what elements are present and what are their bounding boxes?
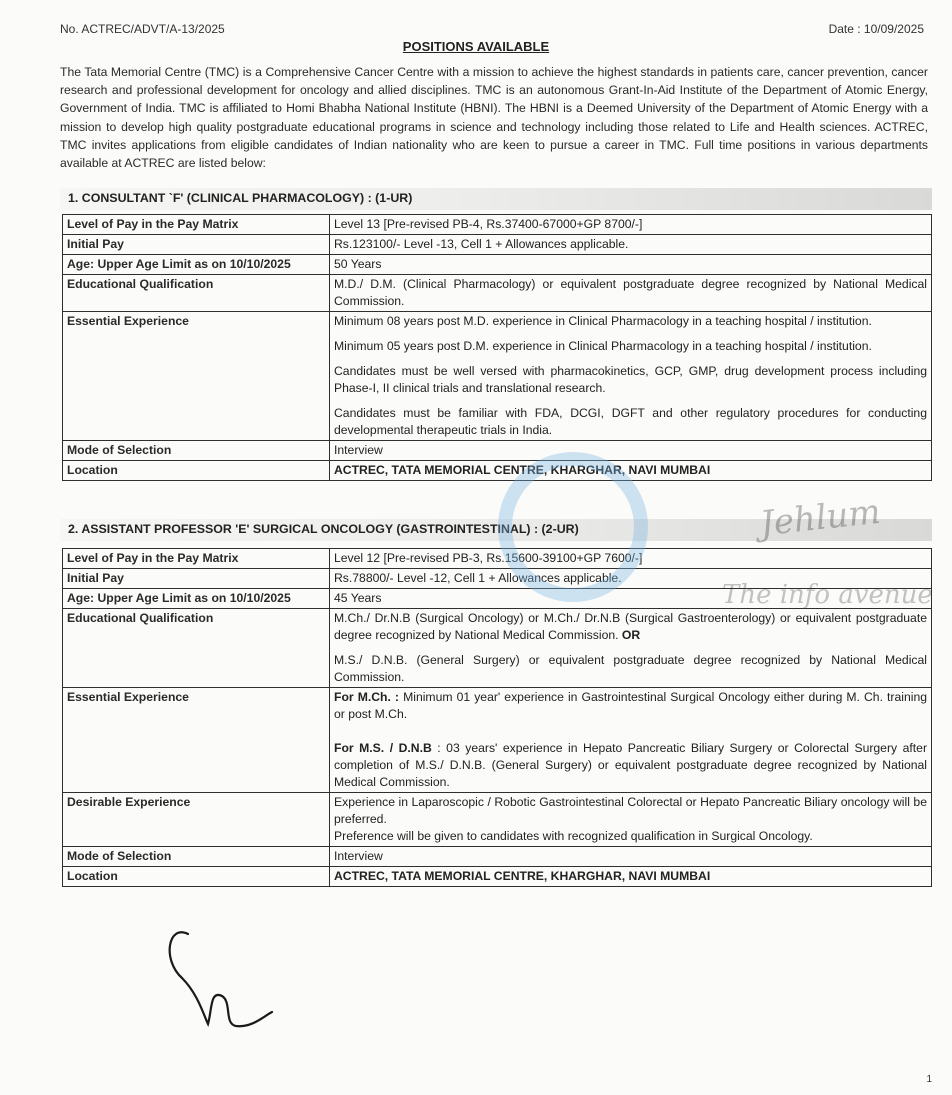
desirable-item: Preference will be given to candidates with recognized qualification in Surgical Oncology. (334, 829, 813, 843)
table-row (63, 609, 932, 688)
education-text: M.D./ D.M. (Clinical Pharmacology) or equivalent postgraduate degree recognized by National Medical Commission. (334, 277, 927, 308)
education-label: Educational Qualification (63, 609, 330, 688)
table-row (63, 235, 932, 255)
education-option-2: M.S./ D.N.B. (General Surgery) or equivalent postgraduate degree recognized by National Medical Commission. (334, 653, 927, 684)
table-row (63, 215, 932, 235)
education-label: Educational Qualification (63, 275, 330, 312)
mode-value: Interview (330, 441, 932, 461)
watermark-tagline: The info avenue (722, 580, 933, 610)
location-label: Location (63, 867, 330, 887)
position-1-table (62, 214, 932, 481)
experience-item: Candidates must be well versed with pharmacokinetics, GCP, GMP, drug development process including Phase-I, II clinical trials and translational research. (334, 364, 927, 395)
pay-level-value: Level 12 [Pre-revised PB-3, Rs.15600-39100+GP 7600/-] (330, 549, 932, 569)
table-row (63, 312, 932, 441)
experience-value (330, 688, 932, 793)
watermark-brand: Jehlum (758, 491, 883, 545)
experience-value (330, 312, 932, 441)
position-1-title: 1. CONSULTANT `F' (CLINICAL PHARMACOLOGY) : (1-UR) (60, 188, 932, 210)
table-row (63, 549, 932, 569)
watermark-circle (498, 452, 648, 602)
pay-level-value: Level 13 [Pre-revised PB-4, Rs.37400-67000+GP 8700/-] (330, 215, 932, 235)
mode-label: Mode of Selection (63, 441, 330, 461)
age-value: 45 Years (330, 589, 932, 609)
mode-value: Interview (330, 847, 932, 867)
location-value: ACTREC, TATA MEMORIAL CENTRE, KHARGHAR, NAVI MUMBAI (330, 867, 932, 887)
education-or: OR (621, 628, 641, 642)
page-title: POSITIONS AVAILABLE (402, 39, 550, 54)
table-row (63, 793, 932, 847)
desirable-value (330, 793, 932, 847)
table-row (63, 847, 932, 867)
table-row (63, 461, 932, 481)
desirable-item: Experience in Laparoscopic / Robotic Gastrointestinal Colorectal or Hepato Pancreatic Biliary oncology will be preferred. (334, 795, 927, 826)
experience-item: Minimum 05 years post D.M. experience in Clinical Pharmacology in a teaching hospital / institution. (334, 339, 872, 353)
experience-mch-text: Minimum 01 year' experience in Gastrointestinal Surgical Oncology either during M. Ch. training or post M.Ch. (334, 690, 928, 721)
table-row (63, 255, 932, 275)
signature-mark (160, 920, 290, 1040)
position-2-title: 2. ASSISTANT PROFESSOR 'E' SURGICAL ONCOLOGY (GASTROINTESTINAL) : (2-UR) (60, 519, 932, 541)
experience-mch-label: For M.Ch. : (334, 690, 399, 704)
mode-label: Mode of Selection (63, 847, 330, 867)
table-row (63, 275, 932, 312)
initial-pay-value: Rs.78800/- Level -12, Cell 1 + Allowances applicable. (330, 569, 932, 589)
experience-item: Candidates must be familiar with FDA, DCGI, DGFT and other regulatory procedures for conducting developmental therapeutic trials in India. (334, 406, 927, 437)
desirable-label: Desirable Experience (63, 793, 330, 847)
advert-date: Date : 10/09/2025 (828, 22, 924, 36)
age-label: Age: Upper Age Limit as on 10/10/2025 (63, 589, 330, 609)
age-value: 50 Years (330, 255, 932, 275)
initial-pay-value: Rs.123100/- Level -13, Cell 1 + Allowances applicable. (330, 235, 932, 255)
initial-pay-label: Initial Pay (63, 569, 330, 589)
location-label: Location (63, 461, 330, 481)
pay-level-label: Level of Pay in the Pay Matrix (63, 549, 330, 569)
education-value (330, 609, 932, 688)
initial-pay-label: Initial Pay (63, 235, 330, 255)
table-row (63, 441, 932, 461)
table-row (63, 867, 932, 887)
intro-paragraph: The Tata Memorial Centre (TMC) is a Comprehensive Cancer Centre with a mission to achieve the highest standards in patients care, cancer prevention, cancer research and professional development for oncology and allied disciplines. TMC is an autonomous Grant-In-Aid Institute of the Department of Atomic Energy, Government of India. TMC is affiliated to Homi Bhabha National Institute (HBNI). The HBNI is a Deemed University of the Department of Atomic Energy with a mission to develop high quality postgraduate educational programs in science and technology including those related to Life and Health sciences. ACTREC, TMC invites applications from eligible candidates of Indian nationality who are keen to pursue a career in TMC. Full time positions in various departments available at ACTREC are listed below: (60, 65, 928, 171)
experience-label: Essential Experience (63, 688, 330, 793)
education-value (330, 275, 932, 312)
education-option-1 (334, 610, 927, 644)
age-label: Age: Upper Age Limit as on 10/10/2025 (63, 255, 330, 275)
experience-ms-text: : 03 years' experience in Hepato Pancreatic Biliary Surgery or Colorectal Surgery after completion of M.S./ D.N.B. (General Surgery) or equivalent postgraduate degree recognized by National Medical Commission. (334, 741, 928, 789)
experience-mch (334, 689, 927, 723)
pay-level-label: Level of Pay in the Pay Matrix (63, 215, 330, 235)
reference-number: No. ACTREC/ADVT/A-13/2025 (60, 22, 225, 36)
table-row (63, 688, 932, 793)
experience-label: Essential Experience (63, 312, 330, 441)
experience-ms-label: For M.S. / D.N.B (334, 741, 432, 755)
page-number: 1 (926, 1074, 932, 1085)
experience-item: Minimum 08 years post M.D. experience in Clinical Pharmacology in a teaching hospital / institution. (334, 314, 872, 328)
education-option-1-text: M.Ch./ Dr.N.B (Surgical Oncology) or M.Ch./ Dr.N.B (Surgical Gastroenterology) or equivalent postgraduate degree recognized by National Medical Commission. (334, 611, 927, 642)
experience-ms (334, 740, 927, 791)
location-value: ACTREC, TATA MEMORIAL CENTRE, KHARGHAR, NAVI MUMBAI (330, 461, 932, 481)
